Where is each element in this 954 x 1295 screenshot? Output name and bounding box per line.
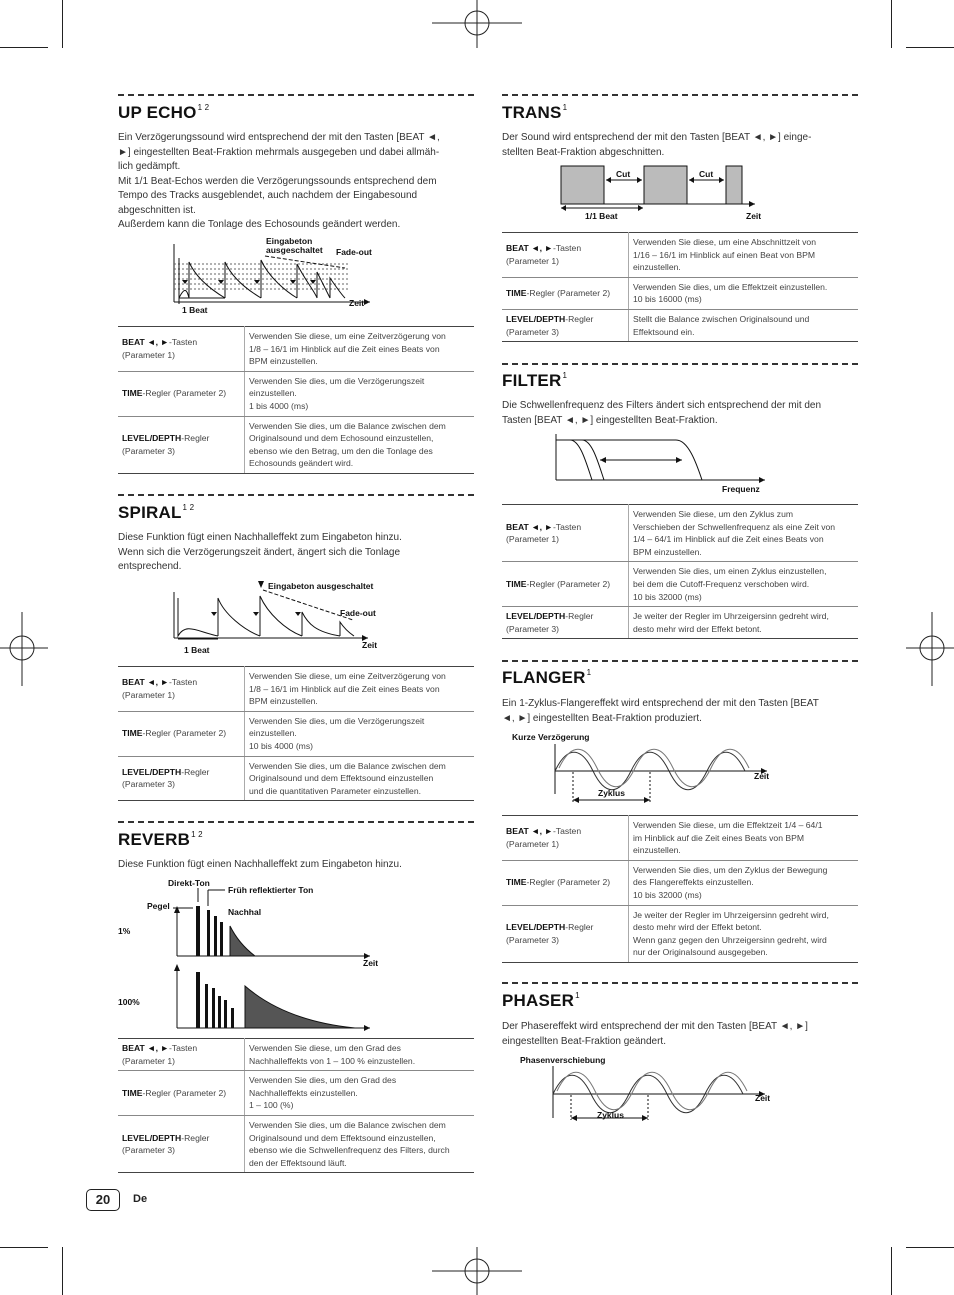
spiral-heading: $SPIRAL^{1 2}$ (118, 503, 195, 522)
table-row: TIME-Regler (Parameter 2) Verwenden Sie dies, um den Zyklus der Bewegung des Flangereffekts einzustellen. 10 bis 32000 (ms) (502, 860, 858, 905)
phaser-label-cycle: Zyklus (597, 1110, 624, 1120)
reverb-param-table (118, 1038, 474, 1173)
reverb-label-early: Früh reflektierter Ton (228, 885, 314, 895)
trans-label-cut-2: Cut (699, 169, 714, 179)
phaser-label-time: Zeit (755, 1093, 771, 1103)
filter-description: Die Schwellenfrequenz des Filters ändert sich entsprechend der mit den Tasten [BEAT ◄, ►] eingestellten Beat-Fraktion. (502, 400, 822, 426)
table-row: BEAT ◄, ►-Tasten (Parameter 1) Verwenden Sie diese, um den Zyklus zum Verschieben der Schwellenfrequenz als eine Zeit von 1/4 – 64/1 im Hinblick auf die Zeit eines Beats von BPM einzustellen. (502, 505, 858, 562)
spiral-label-beat: 1 Beat (184, 645, 210, 655)
flanger-heading: FLANGER$^1$ (502, 668, 592, 687)
spiral-label-time: Zeit (362, 640, 378, 650)
upecho-label-fade: Fade-out (336, 247, 372, 257)
spiral-param-table (118, 666, 474, 801)
table-row: BEAT ◄, ►-Tasten (Parameter 1) Verwenden Sie diese, um eine Zeitverzögerung von 1/8 – 16/1 im Hinblick auf die Zeit eines Beats von BPM einzustellen. (118, 327, 474, 372)
table-row: TIME-Regler (Parameter 2) Verwenden Sie dies, um die Effektzeit einzustellen. 10 bis 16000 (ms) (502, 277, 858, 309)
reverb-heading: $REVERB^{1 2}$ (118, 830, 203, 849)
phaser-heading: PHASER$^1$ (502, 991, 580, 1010)
table-row: BEAT ◄, ►-Tasten (Parameter 1) Verwenden Sie diese, um eine Zeitverzögerung von 1/8 – 16/1 im Hinblick auf die Zeit eines Beats von BPM einzustellen. (118, 667, 474, 712)
flanger-param-table (502, 815, 858, 963)
upecho-label-input: Eingabeton (266, 236, 313, 246)
upecho-heading: UP $ECHO^{1 2}$ (118, 103, 210, 122)
filter-diagram (550, 432, 780, 498)
phaser-label-phase: Phasenverschiebung (520, 1055, 606, 1065)
flanger-diagram (505, 730, 795, 806)
svg-text:ausgeschaltet: ausgeschaltet (266, 245, 323, 255)
section-divider (118, 821, 474, 823)
trans-heading: TRANS$^1$ (502, 103, 568, 122)
section-divider (502, 363, 858, 365)
table-row: TIME-Regler (Parameter 2) Verwenden Sie dies, um den Grad des Nachhalleffekts einzustellen. 1 – 100 (%) (118, 1071, 474, 1116)
filter-heading: FILTER$^1$ (502, 371, 568, 390)
table-row: TIME-Regler (Parameter 2) Verwenden Sie dies, um die Verzögerungszeit einzustellen. 10 bis 4000 (ms) (118, 711, 474, 756)
table-row: LEVEL/DEPTH-Regler (Parameter 3) Verwenden Sie dies, um die Balance zwischen dem Originalsound und dem Echosound einzustellen, ebenso wie den Betrag, um den die Tonlage des Echosounds geändert wird. (118, 416, 474, 473)
registration-mark-right (906, 610, 954, 690)
flanger-label-delay: Kurze Verzögerung (512, 732, 590, 742)
reverb-label-direct: Direkt-Ton (168, 878, 210, 888)
filter-label-freq: Frequenz (722, 484, 760, 494)
spiral-label-input: Eingabeton ausgeschaltet (268, 581, 374, 591)
upecho-label-beat: 1 Beat (182, 305, 208, 315)
phaser-diagram (515, 1052, 795, 1124)
reverb-label-time: Zeit (363, 958, 379, 968)
reverb-description: Diese Funktion fügt einen Nachhalleffekt zum Eingabeton hinzu. (118, 859, 402, 870)
reverb-label-tail: Nachhal (228, 907, 262, 917)
section-divider (118, 94, 474, 96)
reverb-label-level: Pegel (147, 901, 170, 911)
section-divider (502, 982, 858, 984)
table-row: LEVEL/DEPTH-Regler (Parameter 3) Stellt die Balance zwischen Originalsound und Effektsound ein. (502, 309, 858, 341)
upecho-label-time: Zeit (349, 298, 365, 308)
trans-param-table (502, 232, 858, 342)
trans-label-time: Zeit (746, 211, 762, 221)
upecho-param-table (118, 326, 474, 474)
table-row: LEVEL/DEPTH-Regler (Parameter 3) Verwenden Sie dies, um die Balance zwischen dem Originalsound und dem Effektsound einzustellen, ebenso wie die Schwellenfrequenz des Filters, durch den der Effektsound läuft. (118, 1115, 474, 1172)
table-row: BEAT ◄, ►-Tasten (Parameter 1) Verwenden Sie diese, um die Effektzeit 1/4 – 64/1 im Hinblick auf die Zeit eines Beats von BPM einzustellen. (502, 816, 858, 861)
reverb-diagram (115, 876, 395, 1036)
phaser-description: Der Phasereffekt wird entsprechend der mit den Tasten [BEAT ◄, ►] eingestellten Beat-Fraktion geändert. (502, 1021, 808, 1047)
spiral-description: Diese Funktion fügt einen Nachhalleffekt zum Eingabeton hinzu. Wenn sich die Verzögerungszeit ändert, ängert sich die Tonlage entsprechend. (118, 532, 402, 572)
table-row: TIME-Regler (Parameter 2) Verwenden Sie dies, um die Verzögerungszeit einzustellen. 1 bis 4000 (ms) (118, 371, 474, 416)
reverb-label-1pct: 1% (118, 926, 131, 936)
spiral-label-fade: Fade-out (340, 608, 376, 618)
trans-label-beat: 1/1 Beat (585, 211, 618, 221)
phaser-wave-2 (557, 1072, 747, 1110)
table-row: LEVEL/DEPTH-Regler (Parameter 3) Je weiter der Regler im Uhrzeigersinn gedreht wird, desto mehr wird der Effekt betont. (502, 607, 858, 639)
flanger-label-cycle: Zyklus (598, 788, 625, 798)
table-row: LEVEL/DEPTH-Regler (Parameter 3) Je weiter der Regler im Uhrzeigersinn gedreht wird, desto mehr wird der Effekt betont. Wenn ganz gegen den Uhrzeigersinn gedreht, wird nur der Originalsound ausgegeben. (502, 905, 858, 962)
flanger-description: Ein 1-Zyklus-Flangereffekt wird entsprechend der mit den Tasten [BEAT ◄, ►] eingestellten Beat-Fraktion produziert. (502, 698, 819, 724)
table-row: BEAT ◄, ►-Tasten (Parameter 1) Verwenden Sie diese, um den Grad des Nachhalleffekts von 1 – 100 % einzustellen. (118, 1039, 474, 1071)
table-row: LEVEL/DEPTH-Regler (Parameter 3) Verwenden Sie dies, um die Balance zwischen dem Originalsound und dem Effektsound einzustellen und die quantitativen Parameter einzustellen. (118, 756, 474, 801)
registration-mark-bottom (430, 1247, 524, 1295)
section-divider (118, 494, 474, 496)
section-divider (502, 660, 858, 662)
trans-label-cut-1: Cut (616, 169, 631, 179)
upecho-description: Ein Verzögerungssound wird entsprechend der mit den Tasten [BEAT ◄, ►] eingestellten Beat-Fraktion mehrmals ausgegeben und dabei allmäh- lich gedämpft. Mit 1/1 Beat-Echos werden die Verzögerungssounds entsprechend dem Tempo des Tracks ausgeblendet, auch nachdem der Eingabesound abgeschnitten ist. Außerdem kann die Tonlage des Echosounds geändert werden. (118, 132, 440, 230)
trans-description: Der Sound wird entsprechend der mit den Tasten [BEAT ◄, ►] einge- stellten Beat-Fraktion abgeschnitten. (502, 132, 812, 158)
registration-mark-top (430, 0, 524, 50)
flanger-wave-2 (559, 749, 749, 787)
table-row: TIME-Regler (Parameter 2) Verwenden Sie dies, um einen Zyklus einzustellen, bei dem die Cutoff-Frequenz verschoben wird. 10 bis 32000 (ms) (502, 562, 858, 607)
reverb-label-100pct: 100% (118, 997, 140, 1007)
upecho-diagram (165, 234, 395, 316)
flanger-label-time: Zeit (754, 771, 770, 781)
filter-param-table (502, 504, 858, 639)
registration-mark-left (0, 610, 48, 690)
section-divider (502, 94, 858, 96)
page-number: 20 (86, 1189, 120, 1211)
language-code: De (133, 1193, 148, 1205)
trans-diagram (555, 160, 775, 226)
table-row: BEAT ◄, ►-Tasten (Parameter 1) Verwenden Sie diese, um eine Abschnittzeit von 1/16 – 16/1 im Hinblick auf einen Beat von BPM einzustellen. (502, 233, 858, 278)
spiral-diagram (168, 578, 398, 658)
